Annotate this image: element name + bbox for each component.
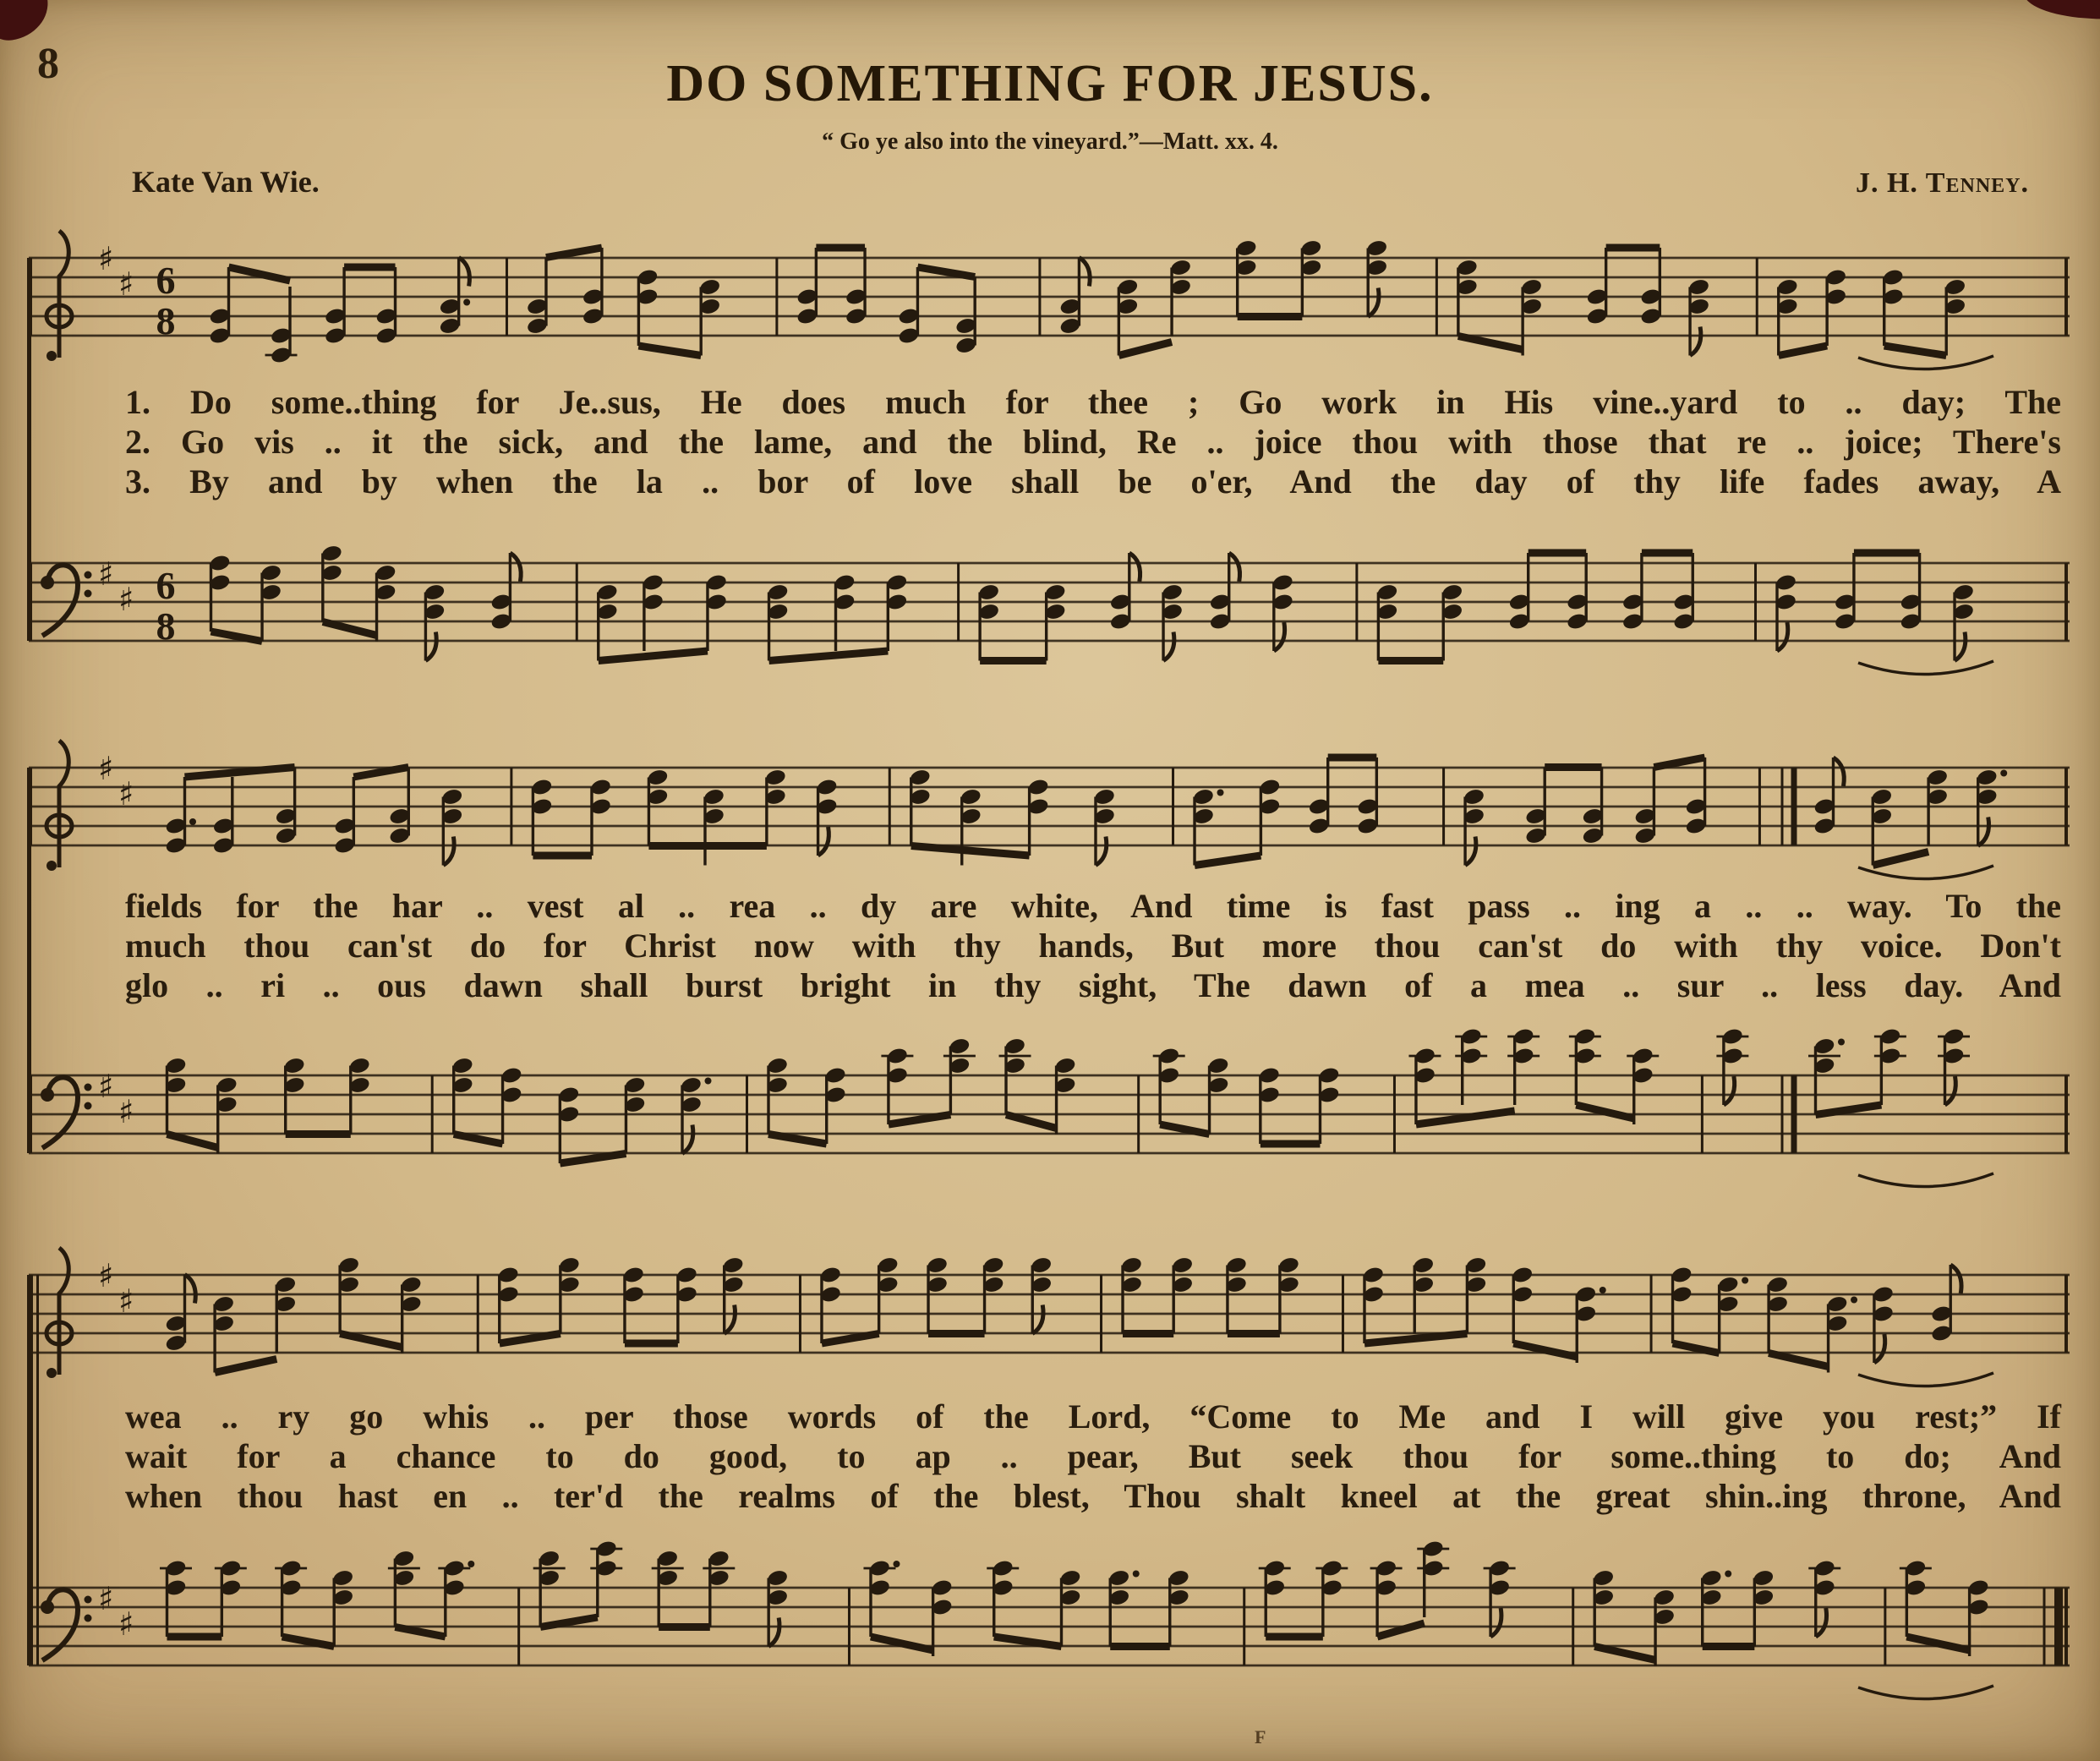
lyric-line-verse-3: 3. By and by when the la .. bor of love shall be o'er, And the day of thy life fades away, A (125, 462, 2061, 500)
lyrics-block-1 (125, 382, 2061, 501)
scripture-reference: “ Go ye also into the vineyard.”—Matt. xx. 4. (822, 129, 1278, 155)
bass-staff-system-1 (29, 512, 2070, 707)
song-title: DO SOMETHING FOR JESUS. (666, 55, 1434, 112)
svg-text:6: 6 (156, 564, 176, 607)
page-corner-stain-top-left (0, 0, 53, 43)
printers-mark: F (1255, 1726, 1266, 1747)
system-2-left-barline (27, 768, 31, 1153)
lyric-line-verse-3: glo .. ri .. ous dawn shall burst bright in thy sight, The dawn of a mea .. sur .. less day. And (125, 966, 2061, 1004)
lyric-line-verse-1: fields for the har .. vest al .. rea .. dy are white, And time is fast pass .. ing a .. .. way. To the (125, 887, 2061, 925)
svg-text:6: 6 (156, 259, 176, 302)
bass-staff-system-3 (29, 1537, 2070, 1731)
svg-text:♯: ♯ (98, 750, 114, 787)
svg-text:8: 8 (156, 604, 176, 648)
lyricist-name: Kate Van Wie. (132, 165, 320, 199)
page-number: 8 (37, 40, 59, 88)
svg-text:♯: ♯ (118, 1282, 134, 1320)
lyric-line-verse-1: wea .. ry go whis .. per those words of the Lord, “Come to Me and I will give you rest;” If (125, 1397, 2061, 1436)
svg-text:♯: ♯ (98, 1257, 114, 1294)
svg-text:8: 8 (156, 299, 176, 342)
system-1-left-barline (27, 258, 31, 641)
svg-text:♯: ♯ (118, 581, 134, 618)
lyric-line-verse-2: much thou can'st do for Christ now with thy hands, But more thou can'st do with thy voice. Don't (125, 927, 2061, 965)
lyric-line-verse-1: 1. Do some..thing for Je..sus, He does much for thee ; Go work in His vine..yard to .. day; The (125, 383, 2061, 421)
svg-text:♯: ♯ (118, 1605, 134, 1643)
svg-text:♯: ♯ (118, 775, 134, 812)
svg-text:♯: ♯ (98, 1580, 114, 1617)
bass-staff-system-2 (29, 1025, 2070, 1219)
lyric-line-verse-3: when thou hast en .. ter'd the realms of the blest, Thou shalt kneel at the great shin..ing throne, And (125, 1477, 2061, 1515)
lyric-line-verse-2: wait for a chance to do good, to ap .. pear, But seek thou for some..thing to do; And (125, 1437, 2061, 1475)
composer-name: J. H. Tenney. (1855, 167, 2029, 199)
svg-text:♯: ♯ (98, 1068, 114, 1105)
svg-text:♯: ♯ (118, 1093, 134, 1130)
lyrics-block-2 (125, 886, 2061, 1005)
system-3-left-double-barline (27, 1275, 39, 1665)
treble-staff-system-2 (29, 717, 2070, 911)
svg-text:♯: ♯ (98, 240, 114, 277)
svg-text:♯: ♯ (98, 555, 114, 593)
treble-staff-system-3 (29, 1224, 2070, 1419)
treble-staff-system-1 (29, 207, 2070, 402)
page-corner-stain-top-right (2023, 0, 2100, 20)
svg-text:♯: ♯ (118, 265, 134, 303)
lyric-line-verse-2: 2. Go vis .. it the sick, and the lame, and the blind, Re .. joice thou with those that re .. joice; There's (125, 423, 2061, 461)
lyrics-block-3 (125, 1397, 2061, 1516)
